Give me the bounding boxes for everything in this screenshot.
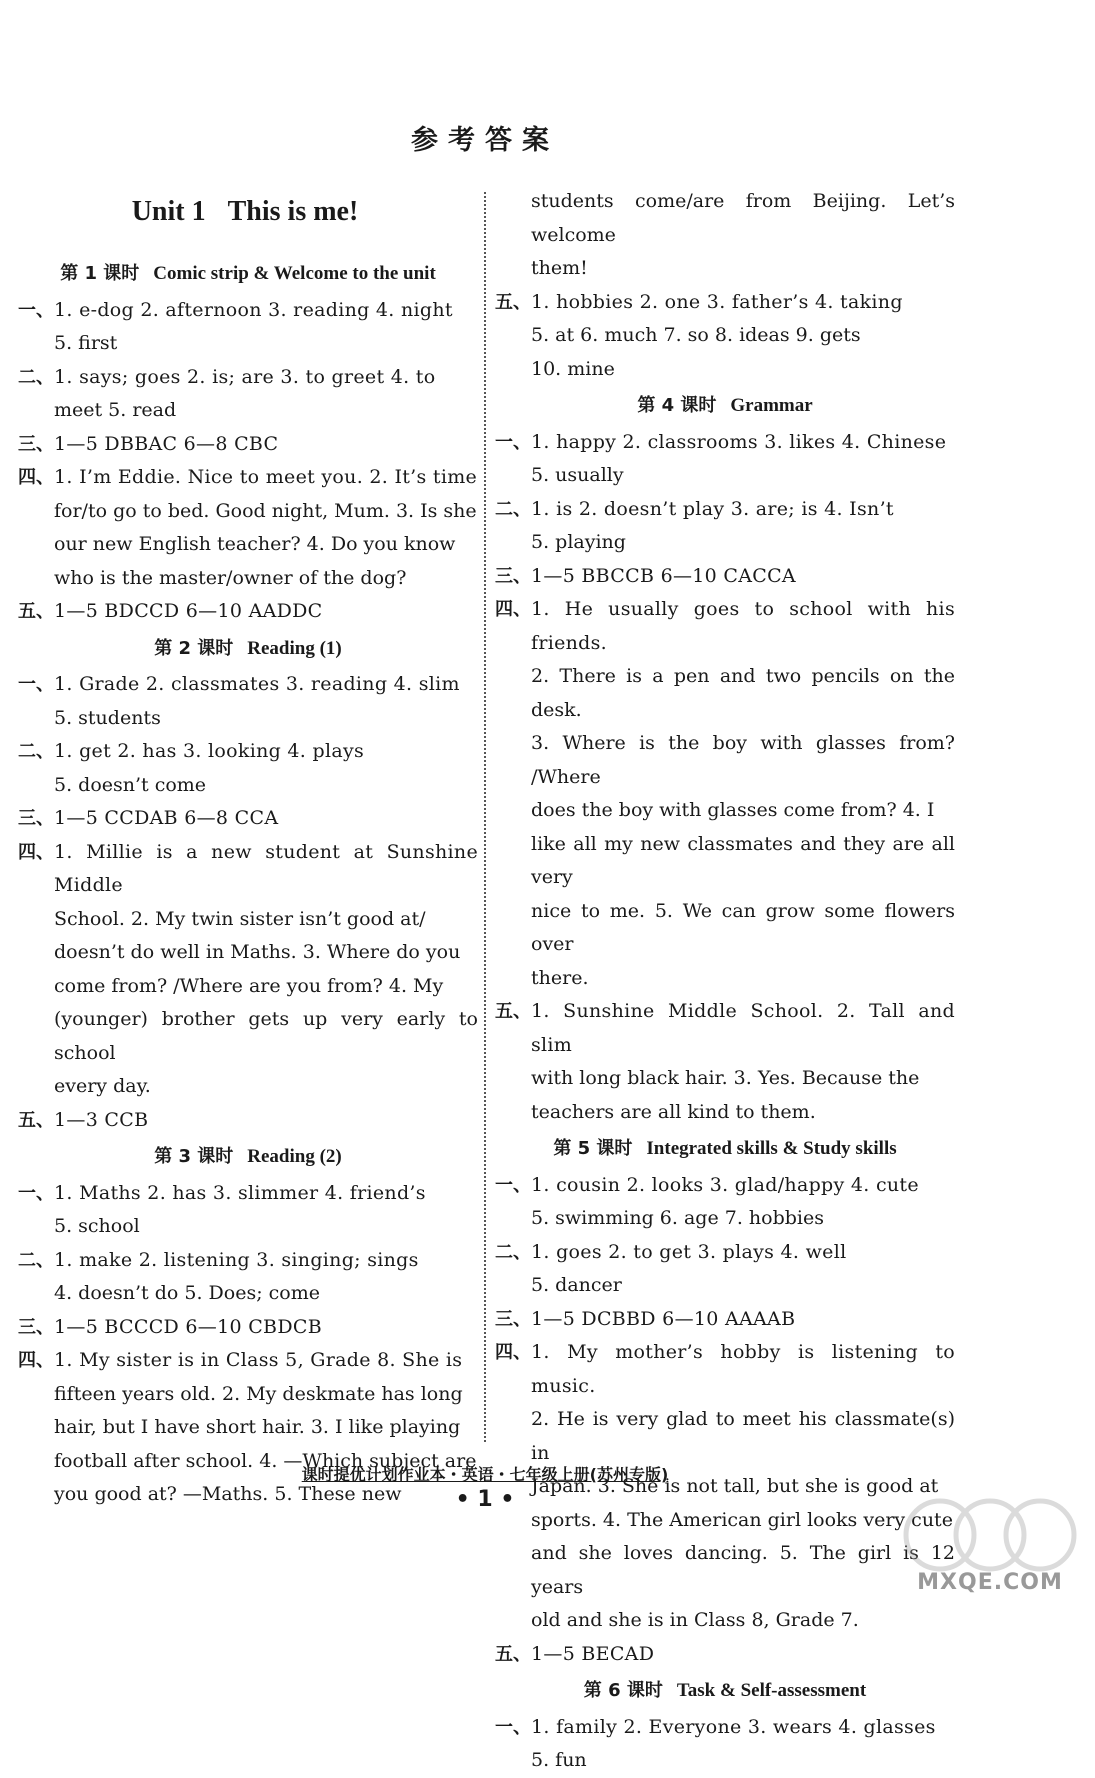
answer-item [495, 995, 955, 1062]
answer-continuation: 3. Where is the boy with glasses from? /Where [531, 732, 955, 788]
section-marker: 五、 [18, 1109, 54, 1131]
answer-text: 1. is 2. doesn’t play 3. are; is 4. Isn’t [531, 497, 894, 520]
answer-continuation: 5. at 6. much 7. so 8. ideas 9. gets [531, 324, 861, 346]
answer-text: 1. I’m Eddie. Nice to meet you. 2. It’s time [54, 466, 478, 488]
answer-continuation: (younger) brother gets up very early to school [54, 1008, 478, 1064]
lesson-number: 第 1 课时 [60, 263, 140, 284]
answer-item [495, 1336, 955, 1403]
answer-continuation: and she loves dancing. 5. The girl is 12 years [531, 1542, 955, 1598]
answer-text: 1. My sister is in Class 5, Grade 8. She is [54, 1349, 463, 1371]
answer-continuation: 5. swimming 6. age 7. hobbies [531, 1207, 824, 1229]
answer-text: 1—5 DCBBD 6—10 AAAAB [531, 1307, 796, 1330]
left-column [18, 254, 478, 1512]
lesson-number: 第 3 课时 [154, 1146, 234, 1167]
answer-item [495, 1169, 955, 1203]
lesson-topic: Comic strip & Welcome to the unit [153, 263, 436, 284]
answer-text: 1—3 CCB [54, 1108, 149, 1131]
answer-continuation: who is the master/owner of the dog? [54, 566, 407, 589]
answer-item [18, 1177, 478, 1211]
answer-continuation: every day. [54, 1075, 151, 1097]
section-marker: 二、 [495, 1241, 531, 1263]
answer-text: 1. My mother’s hobby is listening to music. [531, 1341, 955, 1397]
answer-text: 1—5 CCDAB 6—8 CCA [54, 807, 279, 829]
answer-text: 1. hobbies 2. one 3. father’s 4. taking [531, 290, 903, 313]
answer-item [18, 428, 478, 462]
section-marker: 三、 [495, 565, 531, 587]
answer-continuation: Japan. 3. She is not tall, but she is good at [531, 1475, 939, 1497]
answer-item [495, 593, 955, 660]
answer-continuation: fifteen years old. 2. My deskmate has long [54, 1382, 463, 1405]
section-marker: 二、 [495, 498, 531, 520]
unit-title [0, 196, 490, 228]
answer-item [495, 1303, 955, 1337]
answer-continuation: 5. fun [531, 1749, 587, 1771]
answer-item [495, 286, 955, 320]
answer-continuation: nice to me. 5. We can grow some flowers over [531, 899, 955, 955]
answer-text: 1. cousin 2. looks 3. glad/happy 4. cute [531, 1173, 919, 1196]
section-marker: 五、 [495, 291, 531, 313]
section-marker: 三、 [495, 1308, 531, 1330]
answer-item [18, 836, 478, 903]
answer-continuation: School. 2. My twin sister isn’t good at/ [54, 907, 426, 930]
answer-continuation: there. [531, 966, 589, 989]
column-divider [484, 192, 486, 1442]
answer-item [18, 1244, 478, 1278]
answer-continuation: come from? /Where are you from? 4. My [54, 974, 444, 997]
right-column [495, 185, 955, 1778]
answer-item [495, 560, 955, 594]
footer [0, 1462, 970, 1512]
answer-text: 1. happy 2. classrooms 3. likes 4. Chinese [531, 430, 947, 453]
watermark-text: MXQE.COM [917, 1570, 1063, 1595]
answer-text: 1—5 BCCCD 6—10 CBDCB [54, 1315, 322, 1338]
section-marker: 五、 [495, 1001, 531, 1022]
answer-continuation: our new English teacher? 4. Do you know [54, 533, 456, 555]
section-marker: 三、 [18, 1316, 54, 1338]
lesson-topic: Reading (2) [247, 1146, 342, 1167]
lesson-heading [495, 1132, 955, 1166]
section-marker: 二、 [18, 741, 54, 762]
answer-item [18, 735, 478, 769]
unit-name: This is me! [227, 196, 359, 227]
answer-text: 1. says; goes 2. is; are 3. to greet 4. to [54, 365, 436, 388]
footer-book-title: 课时提优计划作业本・英语・七年级上册(苏州专版) [301, 1465, 669, 1484]
answer-text: 1. goes 2. to get 3. plays 4. well [531, 1240, 847, 1263]
answer-item [18, 1311, 478, 1345]
lesson-heading [18, 257, 478, 291]
section-marker: 一、 [18, 299, 54, 321]
answer-continuation: you good at? —Maths. 5. These new [54, 1483, 402, 1505]
answer-item [495, 493, 955, 527]
answer-item [18, 802, 478, 836]
answer-continuation: students come/are from Beijing. Let’s welcome [531, 190, 955, 246]
page-title: 参考答案 [411, 125, 559, 156]
answer-continuation: 5. doesn’t come [54, 773, 207, 796]
answer-item [18, 595, 478, 629]
section-marker: 四、 [18, 1350, 54, 1371]
section-marker: 三、 [18, 808, 54, 829]
lesson-number: 第 5 课时 [553, 1138, 633, 1159]
answer-text: 1—5 BECAD [531, 1642, 655, 1665]
section-marker: 三、 [18, 433, 54, 455]
answer-item [495, 1236, 955, 1270]
answer-continuation: 5. students [54, 706, 161, 729]
answer-text: 1. Millie is a new student at Sunshine Middle [54, 840, 478, 896]
answer-continuation: teachers are all kind to them. [531, 1100, 816, 1123]
section-marker: 五、 [18, 601, 54, 622]
answer-continuation: sports. 4. The American girl looks very cute [531, 1508, 953, 1531]
answer-text: 1. Sunshine Middle School. 2. Tall and slim [531, 1000, 955, 1056]
answer-text: 1. make 2. listening 3. singing; sings [54, 1248, 419, 1271]
answer-continuation: them! [531, 257, 588, 279]
lesson-number: 第 6 课时 [583, 1680, 663, 1701]
answer-continuation: 5. first [54, 332, 118, 354]
answer-continuation: does the boy with glasses come from? 4. I [531, 799, 935, 821]
answer-continuation: 2. There is a pen and two pencils on the desk. [531, 665, 955, 721]
lesson-topic: Task & Self-assessment [676, 1680, 867, 1701]
answer-continuation: hair, but I have short hair. 3. I like playing [54, 1416, 461, 1438]
answer-continuation: 5. playing [531, 531, 626, 553]
lesson-number: 第 4 课时 [637, 395, 717, 416]
answer-text: 1. family 2. Everyone 3. wears 4. glasses [531, 1715, 936, 1738]
answer-item [495, 426, 955, 460]
answer-continuation: 10. mine [531, 357, 615, 380]
answer-text: 1. e-dog 2. afternoon 3. reading 4. night [54, 298, 453, 321]
answer-continuation: meet 5. read [54, 399, 177, 421]
section-marker: 一、 [18, 1182, 54, 1204]
answer-continuation: 2. He is very glad to meet his classmate(s) in [531, 1408, 955, 1464]
answer-continuation: like all my new classmates and they are all very [531, 832, 955, 888]
answer-item [18, 668, 478, 702]
answer-continuation: doesn’t do well in Maths. 3. Where do you [54, 941, 461, 963]
section-marker: 一、 [495, 431, 531, 453]
lesson-heading [18, 1140, 478, 1174]
page-number: • 1 • [455, 1487, 515, 1512]
answer-continuation: 5. dancer [531, 1274, 622, 1296]
answer-continuation: football after school. 4. —Which subject are [54, 1449, 477, 1472]
lesson-topic: Reading (1) [247, 637, 342, 659]
section-marker: 一、 [495, 1174, 531, 1196]
answer-item [495, 1638, 955, 1672]
lesson-number: 第 2 课时 [154, 637, 234, 659]
answer-text: 1. He usually goes to school with his friends. [531, 598, 955, 654]
section-marker: 二、 [18, 366, 54, 388]
section-marker: 四、 [18, 467, 54, 488]
answer-continuation: 5. usually [531, 464, 624, 486]
lesson-heading [495, 389, 955, 423]
answer-continuation: 5. school [54, 1215, 140, 1237]
lesson-heading [18, 632, 478, 666]
lesson-topic: Grammar [730, 395, 813, 416]
answer-text: 1. Grade 2. classmates 3. reading 4. slim [54, 673, 460, 695]
answer-item [18, 294, 478, 328]
section-marker: 二、 [18, 1249, 54, 1271]
answer-continuation: for/to go to bed. Good night, Mum. 3. Is she [54, 499, 477, 522]
section-marker: 一、 [495, 1716, 531, 1738]
unit-number: Unit 1 [131, 196, 206, 227]
section-marker: 四、 [18, 841, 54, 863]
answer-item [18, 361, 478, 395]
answer-item [495, 1711, 955, 1745]
answer-item [18, 461, 478, 495]
section-marker: 一、 [18, 674, 54, 695]
answer-item [18, 1104, 478, 1138]
lesson-topic: Integrated skills & Study skills [646, 1138, 897, 1159]
section-marker: 四、 [495, 1342, 531, 1363]
answer-text: 1—5 DBBAC 6—8 CBC [54, 432, 279, 455]
answer-continuation: with long black hair. 3. Yes. Because the [531, 1067, 920, 1089]
section-marker: 五、 [495, 1643, 531, 1665]
answer-text: 1—5 BDCCD 6—10 AADDC [54, 600, 323, 622]
answer-text: 1. Maths 2. has 3. slimmer 4. friend’s [54, 1181, 426, 1204]
answer-continuation: old and she is in Class 8, Grade 7. [531, 1609, 859, 1631]
section-marker: 四、 [495, 599, 531, 620]
lesson-heading [495, 1674, 955, 1708]
answer-text: 1. get 2. has 3. looking 4. plays [54, 740, 365, 762]
answer-continuation: 4. doesn’t do 5. Does; come [54, 1282, 320, 1304]
answer-text: 1—5 BBCCB 6—10 CACCA [531, 564, 796, 587]
answer-item [18, 1344, 478, 1378]
